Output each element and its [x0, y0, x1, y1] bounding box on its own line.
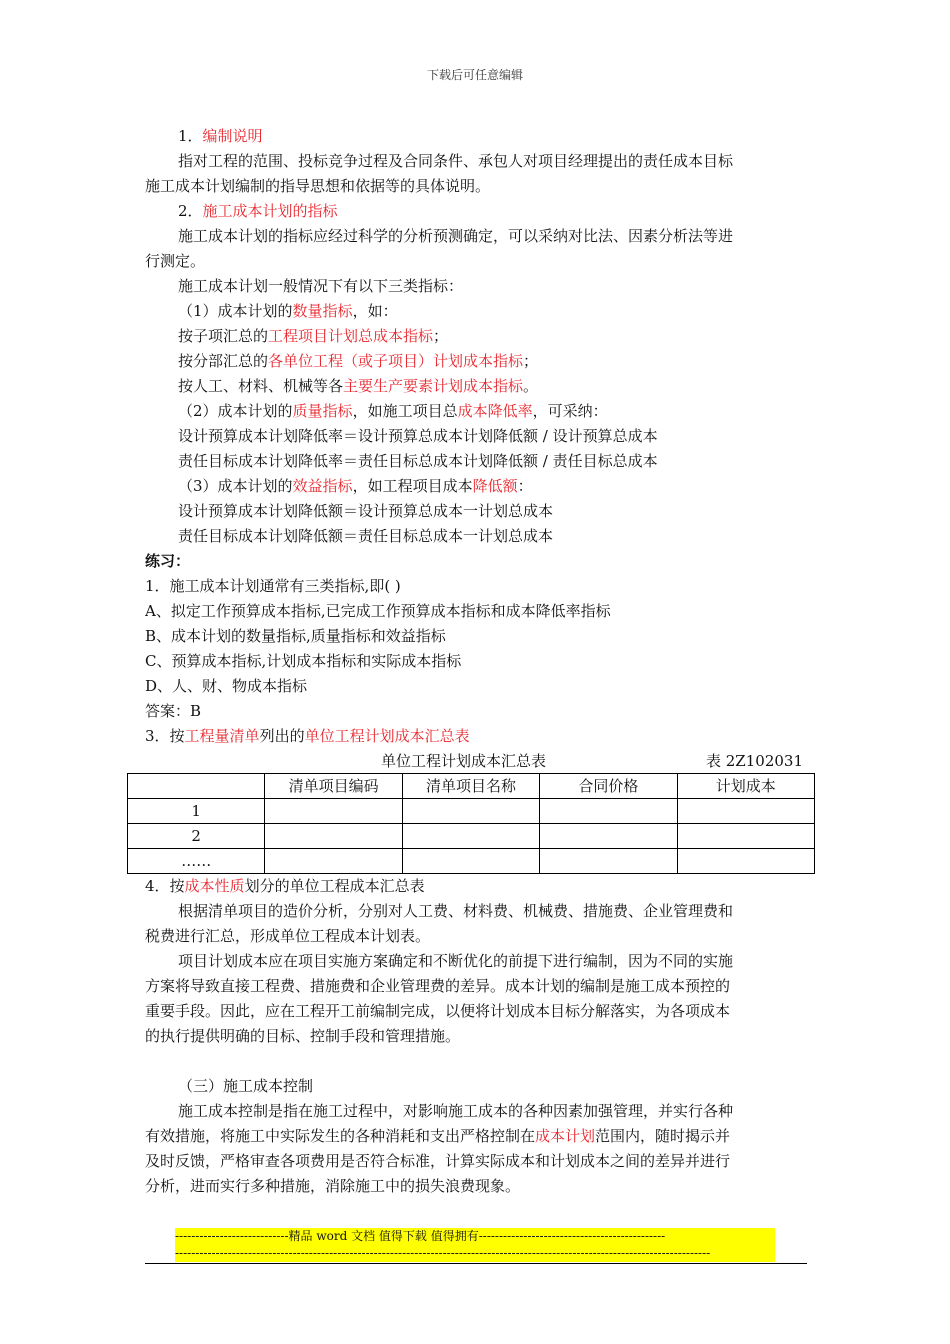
table-header-cell: 清单项目编码	[265, 774, 402, 799]
highlight-text: 数量指标	[292, 302, 353, 320]
table-header-cell: 清单项目名称	[402, 774, 539, 799]
table-row	[128, 824, 815, 849]
paragraph-line	[145, 1124, 807, 1149]
text: 按人工、材料、机械等各	[178, 377, 344, 395]
table-cell: 1	[128, 799, 265, 824]
table-header-cell: 合同价格	[540, 774, 677, 799]
footer-banner-dashes: ------------------------------------------------------------------------------------------------------------------------------------	[175, 1245, 775, 1262]
paragraph-line: 根据清单项目的造价分析，分别对人工费、材料费、机械费、措施费、企业管理费和	[178, 902, 734, 920]
table-cell	[540, 824, 677, 849]
paragraph-line: 的执行提供明确的目标、控制手段和管理措施。	[145, 1027, 461, 1045]
table-cell	[265, 824, 402, 849]
text: 按子项汇总的	[178, 327, 269, 345]
formula-line: 责任目标成本计划降低率＝责任目标总成本计划降低额 / 责任目标总成本	[178, 452, 658, 470]
text: ，如施工项目总	[352, 402, 458, 420]
text: 范围内，随时揭示并	[595, 1127, 731, 1145]
indicator-item	[145, 474, 807, 499]
exercise-option-b: B、成本计划的数量指标,质量指标和效益指标	[145, 627, 446, 645]
table-cell	[540, 799, 677, 824]
text: 按分部汇总的	[178, 352, 269, 370]
paragraph-line: 分析，进而实行多种措施，消除施工中的损失浪费现象。	[145, 1177, 521, 1195]
paragraph-line: 方案将导致直接工程费、措施费和企业管理费的差异。成本计划的编制是施工成本预控的	[145, 977, 731, 995]
table-cell	[402, 799, 539, 824]
paragraph-line: 施工成本控制是指在施工过程中，对影响施工成本的各种因素加强管理，并实行各种	[178, 1102, 734, 1120]
exercise-option-d: D、人、财、物成本指标	[145, 677, 308, 695]
highlight-text: 主要生产要素计划成本指标	[343, 377, 524, 395]
highlight-text: 成本计划	[535, 1127, 596, 1145]
exercise-option-c: C、预算成本指标,计划成本指标和实际成本指标	[145, 652, 462, 670]
table-cell	[402, 824, 539, 849]
paragraph-line: 及时反馈，严格审查各项费用是否符合标准，计算实际成本和计划成本之间的差异并进行	[145, 1152, 731, 1170]
highlight-text: 单位工程计划成本汇总表	[304, 727, 470, 745]
table-cell	[265, 849, 402, 874]
exercise-option-a: A、拟定工作预算成本指标,已完成工作预算成本指标和成本降低率指标	[145, 602, 611, 620]
table-cell	[265, 799, 402, 824]
table-header-cell: 计划成本	[677, 774, 814, 799]
highlight-text: 质量指标	[292, 402, 353, 420]
table-cell	[677, 849, 814, 874]
formula-line: 责任目标成本计划降低额＝责任目标总成本一计划总成本	[178, 527, 554, 545]
section-title: 施工成本计划的指标	[202, 202, 338, 220]
table-cell: 2	[128, 824, 265, 849]
paragraph-line: 项目计划成本应在项目实施方案确定和不断优化的前提下进行编制，因为不同的实施	[178, 952, 734, 970]
text: （2）成本计划的	[178, 402, 293, 420]
section-heading-4	[145, 874, 807, 899]
text: 。	[523, 377, 539, 395]
table-header-cell	[128, 774, 265, 799]
table-caption: 单位工程计划成本汇总表	[381, 752, 547, 770]
section-number: 2．	[178, 202, 203, 220]
exercise-title: 练习：	[145, 552, 191, 570]
footer-banner: ----------------------------精品 word 文档 值得下载 值得拥有----------------------------------------------	[175, 1228, 775, 1245]
text: ，可采纳：	[532, 402, 608, 420]
table-row	[128, 799, 815, 824]
document-body	[145, 124, 807, 1199]
table-cell	[677, 824, 814, 849]
table-caption-row	[145, 749, 807, 773]
paragraph-line: 指对工程的范围、投标竞争过程及合同条件、承包人对项目经理提出的责任成本目标	[178, 152, 734, 170]
formula-line: 设计预算成本计划降低率＝设计预算总成本计划降低额 / 设计预算总成本	[178, 427, 658, 445]
text: ：	[517, 477, 533, 495]
page-header: 下载后可任意编辑	[426, 68, 523, 82]
formula-line: 设计预算成本计划降低额＝设计预算总成本一计划总成本	[178, 502, 554, 520]
table-cell: ……	[128, 849, 265, 874]
table-cell	[540, 849, 677, 874]
section-heading-1	[145, 124, 807, 149]
footer-rule	[145, 1263, 807, 1264]
text: 3．按	[145, 727, 185, 745]
highlight-text: 各单位工程（或子项目）计划成本指标	[268, 352, 524, 370]
table-header-row	[128, 774, 815, 799]
indicator-item	[145, 299, 807, 324]
text: 4．按	[145, 877, 185, 895]
highlight-text: 工程项目计划总成本指标	[268, 327, 434, 345]
exercise-question: 1．施工成本计划通常有三类指标,即( )	[145, 577, 401, 595]
paragraph-line: 施工成本计划编制的指导思想和依据等的具体说明。	[145, 177, 491, 195]
highlight-text: 降低额	[472, 477, 518, 495]
blank-line	[145, 1049, 807, 1074]
highlight-text: 成本性质	[184, 877, 245, 895]
section-number: 1．	[178, 127, 203, 145]
text: 划分的单位工程成本汇总表	[244, 877, 425, 895]
section-heading-5: （三）施工成本控制	[178, 1077, 314, 1095]
highlight-text: 工程量清单	[184, 727, 260, 745]
indicator-item	[145, 374, 807, 399]
text: 有效措施，将施工中实际发生的各种消耗和支出严格控制在	[145, 1127, 536, 1145]
text: ，如：	[352, 302, 398, 320]
table-cell	[402, 849, 539, 874]
paragraph-line: 税费进行汇总，形成单位工程成本计划表。	[145, 927, 431, 945]
indicator-item	[145, 399, 807, 424]
text: ；	[523, 352, 539, 370]
text: （1）成本计划的	[178, 302, 293, 320]
section-heading-2	[145, 199, 807, 224]
exercise-answer: 答案：B	[145, 702, 202, 720]
indicator-item	[145, 349, 807, 374]
text: ，如工程项目成本	[352, 477, 473, 495]
table-cell	[677, 799, 814, 824]
section-heading-3	[145, 724, 807, 749]
text: ；	[433, 327, 449, 345]
text: （3）成本计划的	[178, 477, 293, 495]
indicator-item	[145, 324, 807, 349]
cost-summary-table	[127, 773, 815, 874]
highlight-text: 效益指标	[292, 477, 353, 495]
highlight-text: 成本降低率	[457, 402, 533, 420]
text: 列出的	[259, 727, 305, 745]
paragraph-line: 施工成本计划一般情况下有以下三类指标：	[178, 277, 464, 295]
paragraph-line: 重要手段。因此，应在工程开工前编制完成，以便将计划成本目标分解落实，为各项成本	[145, 1002, 731, 1020]
table-row	[128, 849, 815, 874]
paragraph-line: 施工成本计划的指标应经过科学的分析预测确定，可以采纳对比法、因素分析法等进	[178, 227, 734, 245]
table-code: 表 2Z102031	[706, 752, 803, 770]
section-title: 编制说明	[202, 127, 263, 145]
paragraph-line: 行测定。	[145, 252, 206, 270]
